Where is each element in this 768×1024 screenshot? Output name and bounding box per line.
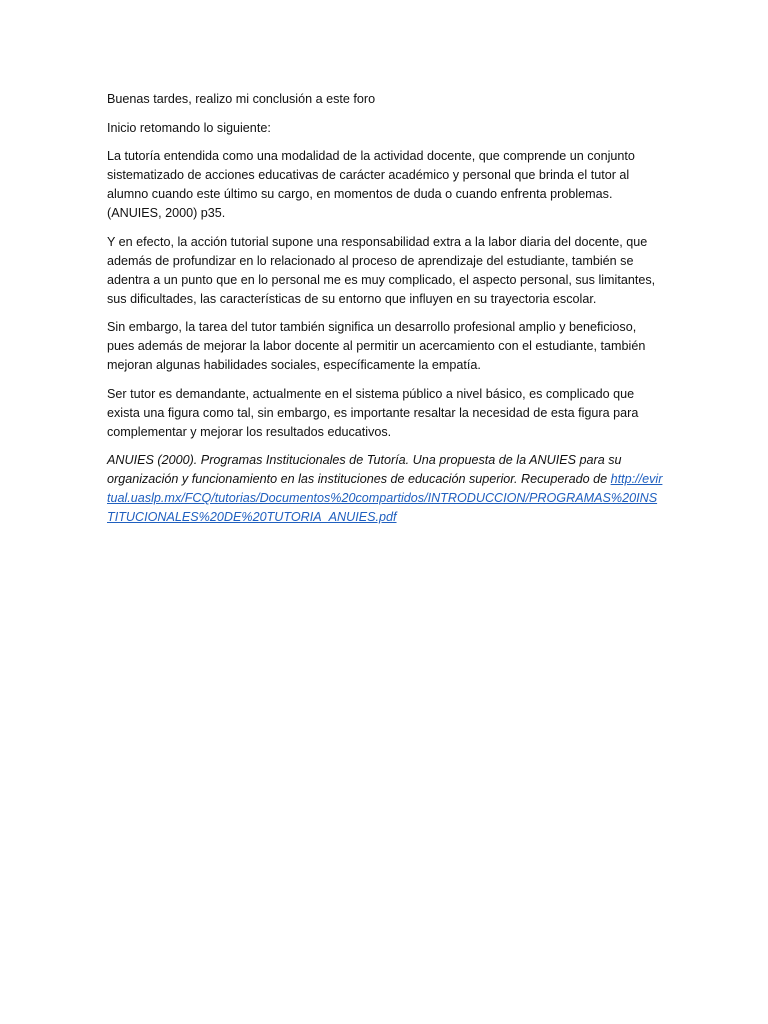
paragraph-tutorial-action: Y en efecto, la acción tutorial supone una responsabilidad extra a la labor diaria del docente, que además de profundizar en lo relacionado al proceso de aprendizaje del estudiante, también se adentra a un punto que en lo personal me es muy complicado, el aspecto personal, sus limitantes, sus dificultades, las características de su entorno que influyen en su trayectoria escolar.: [107, 234, 656, 306]
paragraph-professional-development: Sin embargo, la tarea del tutor también significa un desarrollo profesional amplio y beneficioso, pues además de mejorar la labor docente al permitir un acercamiento con el estudiante, también mejoran algunas habilidades sociales, específicamente la empatía.: [107, 320, 646, 372]
paragraph-greeting: Buenas tardes, realizo mi conclusión a este foro: [107, 92, 376, 106]
document-body: [107, 90, 663, 527]
reference-text: ANUIES (2000). Programas Institucionales de Tutoría. Una propuesta de la ANUIES para su organización y funcionamiento en las instituciones de educación superior. Recuperado de: [107, 453, 622, 486]
paragraph-definition: La tutoría entendida como una modalidad de la actividad docente, que comprende un conjunto sistematizado de acciones educativas de carácter académico y personal que brinda el tutor al alumno cuando este último su cargo, en momentos de duda o cuando enfrenta problemas. (ANUIES, 2000) p35.: [107, 149, 635, 220]
reference-link[interactable]: http://evirtual.uaslp.mx/FCQ/tutorias/Documentos%20compartidos/INTRODUCCION/PROGRAMAS%20INSTITUCIONALES%20DE%20TUTORIA_ANUIES.pdf: [107, 472, 663, 524]
reference-paragraph: [107, 451, 663, 527]
paragraph-intro: Inicio retomando lo siguiente:: [107, 120, 271, 135]
paragraph-conclusion: Ser tutor es demandante, actualmente en el sistema público a nivel básico, es complicado que exista una figura como tal, sin embargo, es importante resaltar la necesidad de esta figura para complementar y mejorar los resultados educativos.: [107, 386, 639, 439]
